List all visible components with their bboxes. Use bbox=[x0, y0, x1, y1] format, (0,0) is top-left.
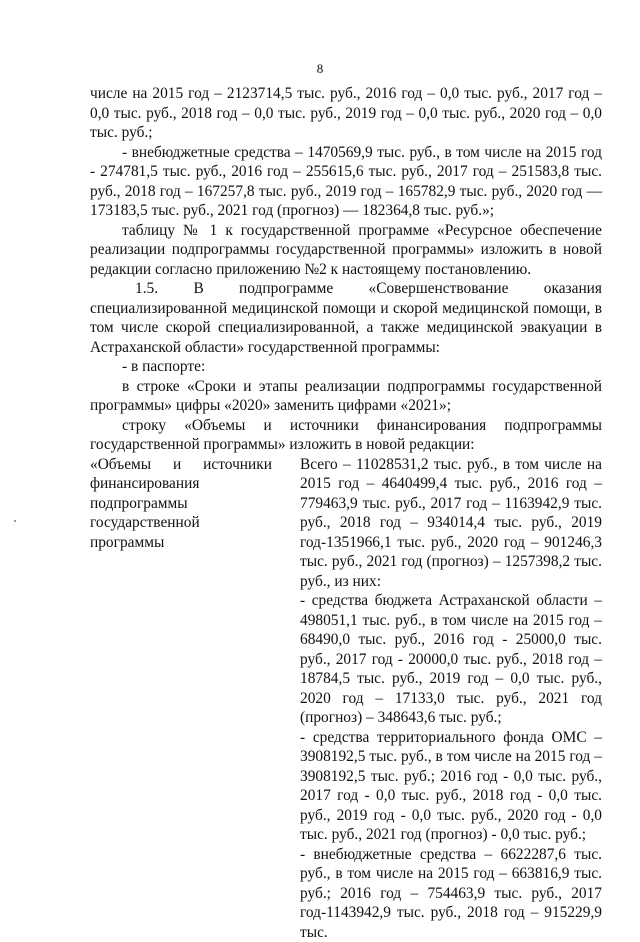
table-row-value bbox=[300, 455, 602, 942]
table-value-extrabudgetary: - внебюджетные средства – 6622287,6 тыс. руб., в том числе на 2015 год – 663816,9 тыс. руб.; 2016 год – 754463,9 тыс. руб., 2017 год-1143942,9 тыс. руб., 2018 год – 915229,9 тыс. bbox=[300, 845, 602, 942]
funding-table bbox=[90, 455, 602, 915]
scan-speck bbox=[14, 520, 16, 522]
document-body bbox=[90, 84, 602, 915]
paragraph-6: в строке «Сроки и этапы реализации подпрограммы государственной программы» цифры «2020» заменить цифрами «2021»; bbox=[90, 377, 602, 416]
table-value-regional-budget: - средства бюджета Астраханской области – 498051,1 тыс. руб., в том числе на 2015 год – 68490,0 тыс. руб., 2016 год - 25000,0 тыс. руб., 2017 год - 20000,0 тыс. руб., 2018 год – 18784,5 тыс. руб., 2019 год – 0,0 тыс. руб., 2020 год – 17133,0 тыс. руб., 2021 год (прогноз) – 348643,6 тыс. руб.; bbox=[300, 591, 602, 728]
paragraph-5: - в паспорте: bbox=[90, 357, 602, 377]
paragraph-1: числе на 2015 год – 2123714,5 тыс. руб., 2016 год – 0,0 тыс. руб., 2017 год – 0,0 тыс. руб., 2018 год – 0,0 тыс. руб., 2019 год – 0,0 тыс. руб., 2020 год – 0,0 тыс. руб.; bbox=[90, 84, 602, 143]
table-value-oms-fund: - средства территориального фонда ОМС – 3908192,5 тыс. руб., в том числе на 2015 год – 3908192,5 тыс. руб.; 2016 год - 0,0 тыс. руб., 2017 год - 0,0 тыс. руб., 2018 год - 0,0 тыс. руб., 2019 год - 0,0 тыс. руб., 2020 год - 0,0 тыс. руб., 2021 год (прогноз) - 0,0 тыс. руб.; bbox=[300, 728, 602, 845]
paragraph-7: строку «Объемы и источники финансирования подпрограммы государственной программы» изложить в новой редакции: bbox=[90, 416, 602, 455]
page-number: 8 bbox=[0, 59, 640, 79]
table-row-label: «Объемы и источники финансирования подпрограммы государственной программы bbox=[90, 455, 272, 553]
table-value-total: Всего – 11028531,2 тыс. руб., в том числе на 2015 год – 4640499,4 тыс. руб., 2016 год – 779463,9 тыс. руб., 2017 год – 1163942,9 тыс. руб., 2018 год – 934014,4 тыс. руб., 2019 год-1351966,1 тыс. руб., 2020 год – 901246,3 тыс. руб., 2021 год (прогноз) – 1257398,2 тыс. руб., из них: bbox=[300, 455, 602, 592]
paragraph-4: 1.5. В подпрограмме «Совершенствование оказания специализированной медицинской помощи и скорой медицинской помощи, в том числе скорой специализированной, а также медицинской эвакуации в Астраханской области» государственной программы: bbox=[90, 279, 602, 357]
paragraph-3: таблицу № 1 к государственной программе «Ресурсное обеспечение реализации подпрограммы государственной программы» изложить в новой редакции согласно приложению №2 к настоящему постановлению. bbox=[90, 221, 602, 280]
paragraph-2: - внебюджетные средства – 1470569,9 тыс. руб., в том числе на 2015 год - 274781,5 тыс. руб., 2016 год – 255615,6 тыс. руб., 2017 год – 251583,8 тыс. руб., 2018 год – 167257,8 тыс. руб., 2019 год – 165782,9 тыс. руб., 2020 год — 173183,5 тыс. руб., 2021 год (прогноз) — 182364,8 тыс. руб.»; bbox=[90, 143, 602, 221]
